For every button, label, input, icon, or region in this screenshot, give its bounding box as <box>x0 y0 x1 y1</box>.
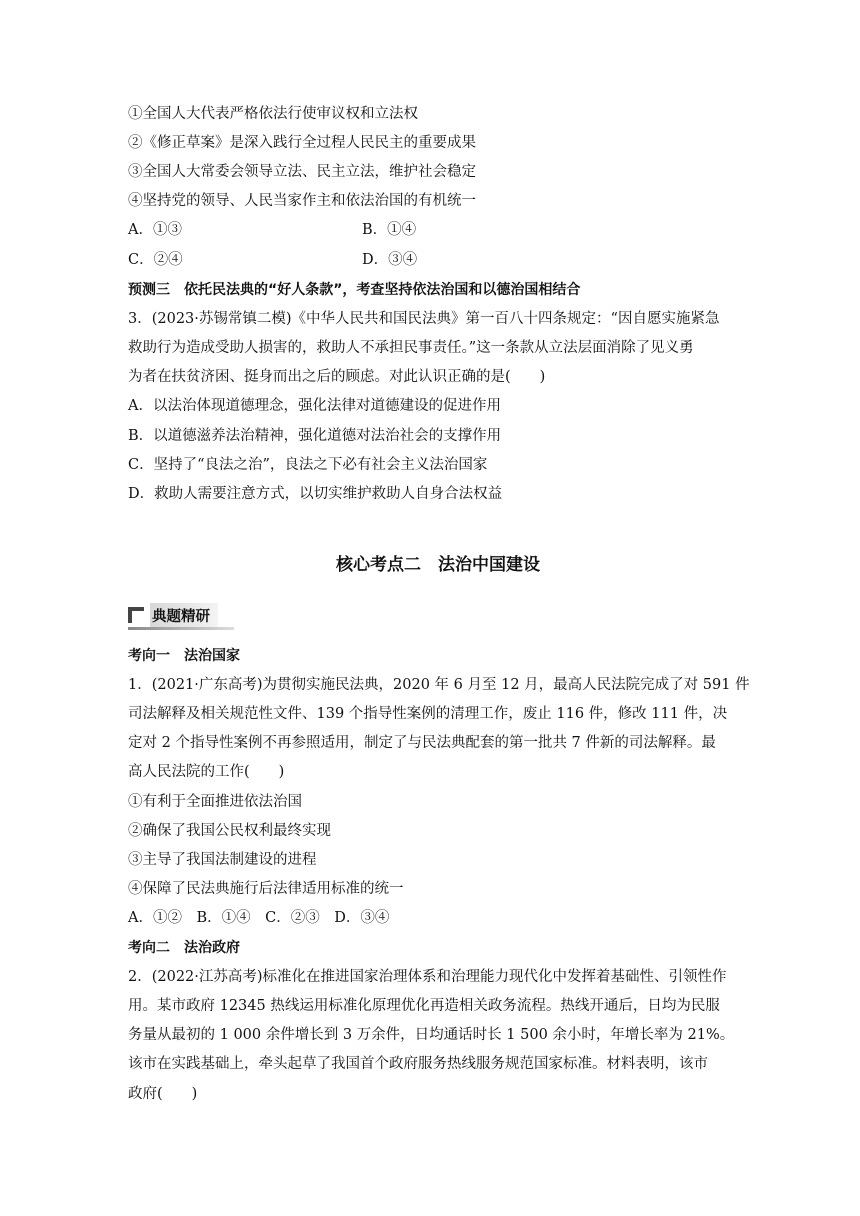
q3-line-2: 救助行为造成受助人损害的，救助人不承担民事责任。”这一条款从立法层面消除了见义勇 <box>128 340 694 356</box>
q3-line-3: 为者在扶贫济困、挺身而出之后的顾虑。对此认识正确的是( ) <box>128 369 546 385</box>
q1-line-4: 高人民法院的工作( ) <box>128 764 285 780</box>
statement-3: ③全国人大常委会领导立法、民主立法，维护社会稳定 <box>128 164 476 180</box>
section-badge <box>128 603 218 627</box>
q3-option-b: B．以道德滋养法治精神，强化道德对法治社会的支撑作用 <box>128 428 502 444</box>
option-c: C．②④ <box>128 252 183 268</box>
badge-underline <box>128 627 234 630</box>
q2-line-2: 用。某市政府 12345 热线运用标准化原理优化再造相关政务流程。热线开通后，日均为民服 <box>128 998 720 1014</box>
bookmark-icon <box>128 607 144 623</box>
section-title: 核心考点二 法治中国建设 <box>336 555 540 575</box>
q1-item-4: ④保障了民法典施行后法律适用标准的统一 <box>128 881 404 897</box>
q1-item-2: ②确保了我国公民权利最终实现 <box>128 823 331 839</box>
forecast-heading: 预测三 依托民法典的“好人条款”，考查坚持依法治国和以德治国相结合 <box>128 282 581 298</box>
q2-line-1: 2．(2022·江苏高考)标准化在推进国家治理体系和治理能力现代化中发挥着基础性、引领性作 <box>128 969 727 985</box>
q1-line-3: 定对 2 个指导性案例不再参照适用，制定了与民法典配套的第一批共 7 件新的司法解释。最 <box>128 735 716 751</box>
statement-1: ①全国人大代表严格依法行使审议权和立法权 <box>128 106 418 122</box>
direction-1-heading: 考向一 法治国家 <box>128 648 240 664</box>
option-b: B．①④ <box>362 222 417 238</box>
q3-line-1: 3．(2023·苏锡常镇二模)《中华人民共和国民法典》第一百八十四条规定：“因自愿实施紧急 <box>128 311 720 327</box>
q3-option-a: A．以法治体现道德理念，强化法律对道德建设的促进作用 <box>128 398 501 414</box>
q3-option-d: D．救助人需要注意方式，以切实维护救助人自身合法权益 <box>128 486 503 502</box>
statement-2: ②《修正草案》是深入践行全过程人民民主的重要成果 <box>128 135 476 151</box>
q2-line-5: 政府( ) <box>128 1086 198 1102</box>
q1-item-3: ③主导了我国法制建设的进程 <box>128 852 317 868</box>
q3-option-c: C．坚持了“良法之治”，良法之下必有社会主义法治国家 <box>128 457 488 473</box>
direction-2-heading: 考向二 法治政府 <box>128 940 240 956</box>
q1-options: A．①② B．①④ C．②③ D．③④ <box>128 910 390 926</box>
q1-line-1: 1．(2021·广东高考)为贯彻实施民法典，2020 年 6 月至 12 月，最高人民法院完成了对 591 件 <box>128 677 750 693</box>
q2-line-4: 该市在实践基础上，牵头起草了我国首个政府服务热线服务规范国家标准。材料表明，该市 <box>128 1056 708 1072</box>
badge-label: 典题精研 <box>150 603 218 628</box>
statement-4: ④坚持党的领导、人民当家作主和依法治国的有机统一 <box>128 193 476 209</box>
q2-line-3: 务量从最初的 1 000 余件增长到 3 万余件，日均通话时长 1 500 余小时，年增长率为 21%。 <box>128 1027 735 1043</box>
q1-line-2: 司法解释及相关规范性文件、139 个指导性案例的清理工作，废止 116 件，修改 111 件，决 <box>128 706 728 722</box>
option-a: A．①③ <box>128 222 182 238</box>
option-d: D．③④ <box>362 252 418 268</box>
q1-item-1: ①有利于全面推进依法治国 <box>128 794 302 810</box>
